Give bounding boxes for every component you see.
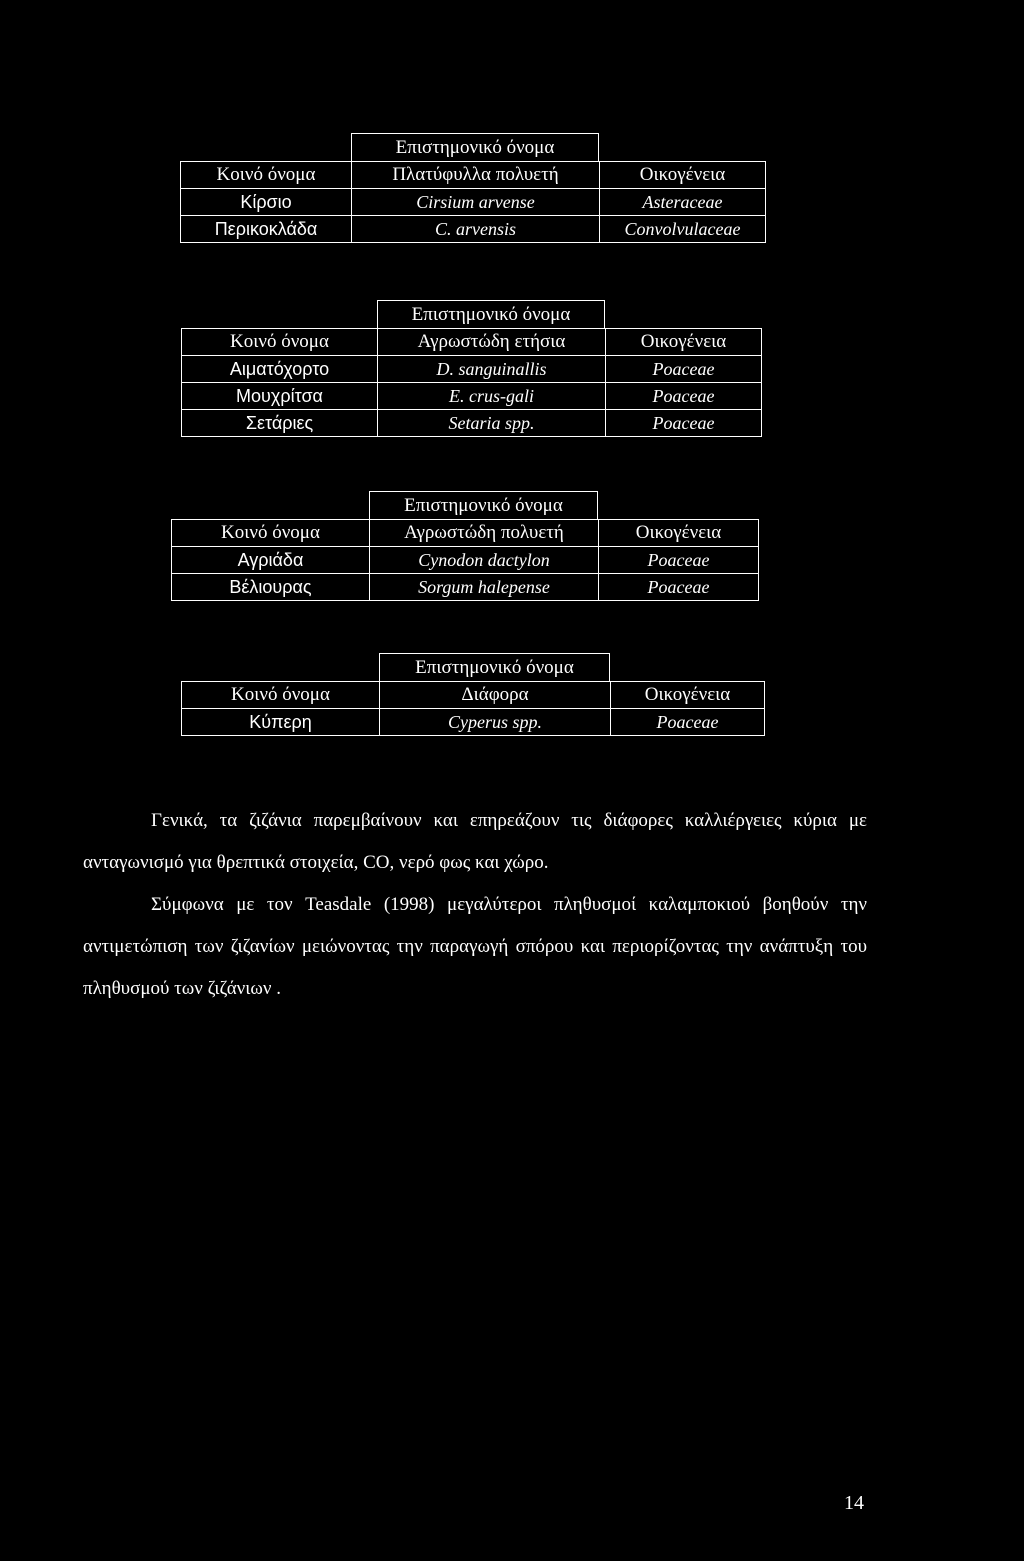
- table-header-row: [182, 682, 765, 709]
- paragraph: Σύμφωνα με τον Teasdale (1998) μεγαλύτεροι πληθυσμοί καλαμποκιού βοηθούν την αντιμετώπιση των ζιζανίων μειώνοντας την παραγωγή σπόρου και περιορίζοντας την ανάπτυξη του πληθυσμού των ζιζάνιων .: [83, 894, 867, 999]
- table-row: [182, 410, 762, 437]
- common-name-cell: Μουχρίτσα: [182, 383, 378, 410]
- scientific-name-cell: Cyperus spp.: [380, 709, 611, 736]
- common-name-cell: Κύπερη: [182, 709, 380, 736]
- scientific-name-cell: Cynodon dactylon: [370, 547, 599, 574]
- scientific-name-cell: E. crus-gali: [378, 383, 606, 410]
- family-cell: Poaceae: [611, 709, 765, 736]
- scientific-name-group-header: Επιστημονικό όνομα: [351, 133, 599, 161]
- family-header: Οικογένεια: [599, 520, 759, 547]
- scientific-name-cell: C. arvensis: [352, 216, 600, 243]
- table-row: [181, 216, 766, 243]
- table-header-row: [182, 329, 762, 356]
- scientific-name-cell: Setaria spp.: [378, 410, 606, 437]
- family-cell: Asteraceae: [600, 189, 766, 216]
- family-cell: Poaceae: [606, 383, 762, 410]
- category-header: Αγρωστώδη πολυετή: [370, 520, 599, 547]
- family-cell: Convolvulaceae: [600, 216, 766, 243]
- table-header-row: [172, 520, 759, 547]
- category-header: Αγρωστώδη ετήσια: [378, 329, 606, 356]
- scientific-name-cell: D. sanguinallis: [378, 356, 606, 383]
- common-name-cell: Περικοκλάδα: [181, 216, 352, 243]
- family-header: Οικογένεια: [606, 329, 762, 356]
- scientific-name-group-header: Επιστημονικό όνομα: [369, 491, 598, 519]
- common-name-header: Κοινό όνομα: [172, 520, 370, 547]
- family-header: Οικογένεια: [611, 682, 765, 709]
- scientific-name-cell: Cirsium arvense: [352, 189, 600, 216]
- common-name-cell: Βέλιουρας: [172, 574, 370, 601]
- table-row: [172, 547, 759, 574]
- common-name-cell: Αγριάδα: [172, 547, 370, 574]
- common-name-header: Κοινό όνομα: [182, 329, 378, 356]
- table-row: [172, 574, 759, 601]
- family-cell: Poaceae: [606, 410, 762, 437]
- common-name-cell: Κίρσιο: [181, 189, 352, 216]
- scientific-name-group-header: Επιστημονικό όνομα: [377, 300, 605, 328]
- family-cell: Poaceae: [599, 574, 759, 601]
- scientific-name-group-header: Επιστημονικό όνομα: [379, 653, 610, 681]
- table-row: [182, 383, 762, 410]
- family-header: Οικογένεια: [600, 162, 766, 189]
- page-number: 14: [844, 1492, 864, 1514]
- table-header-row: [181, 162, 766, 189]
- scientific-name-cell: Sorgum halepense: [370, 574, 599, 601]
- table-row: [181, 189, 766, 216]
- common-name-header: Κοινό όνομα: [182, 682, 380, 709]
- common-name-cell: Αιματόχορτο: [182, 356, 378, 383]
- common-name-cell: Σετάριες: [182, 410, 378, 437]
- category-header: Πλατύφυλλα πολυετή: [352, 162, 600, 189]
- category-header: Διάφορα: [380, 682, 611, 709]
- family-cell: Poaceae: [606, 356, 762, 383]
- table-row: [182, 709, 765, 736]
- common-name-header: Κοινό όνομα: [181, 162, 352, 189]
- table-row: [182, 356, 762, 383]
- body-text: [83, 800, 867, 1010]
- family-cell: Poaceae: [599, 547, 759, 574]
- paragraph: Γενικά, τα ζιζάνια παρεμβαίνουν και επηρεάζουν τις διάφορες καλλιέργειες κύρια με ανταγωνισμό για θρεπτικά στοιχεία, CO, νερό φως και χώρο.: [83, 810, 867, 873]
